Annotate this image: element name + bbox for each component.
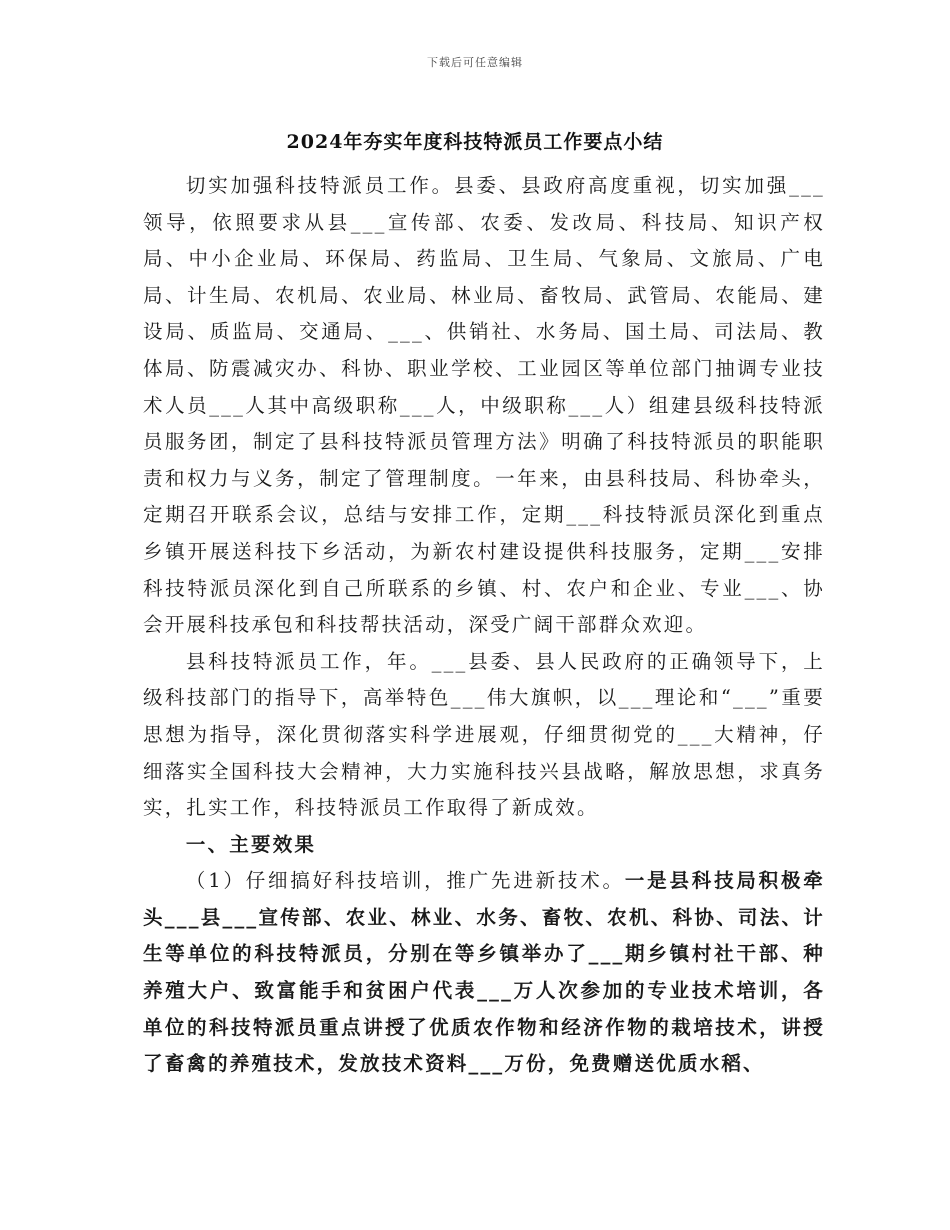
paragraph-training-lead: （1）仔细搞好科技培训，推广先进新技术。 <box>185 869 625 893</box>
paragraph-training <box>143 863 825 1083</box>
paragraph-intro: 切实加强科技特派员工作。县委、县政府高度重视，切实加强___领导，依照要求从县___宣传部、农委、发改局、科技局、知识产权局、中小企业局、环保局、药监局、卫生局、气象局、文旅局、广电局、计生局、农机局、农业局、林业局、畜牧局、武管局、农能局、建设局、质监局、交通局、___、供销社、水务局、国土局、司法局、教体局、防震减灾办、科协、职业学校、工业园区等单位部门抽调专业技术人员___人其中高级职称___人，中级职称___人）组建县级科技特派员服务团，制定了县科技特派员管理方法》明确了科技特派员的职能职责和权力与义务，制定了管理制度。一年来，由县科技局、科协牵头，定期召开联系会议，总结与安排工作，定期___科技特派员深化到重点乡镇开展送科技下乡活动，为新农村建设提供科技服务，定期___安排科技特派员深化到自己所联系的乡镇、村、农户和企业、专业___、协会开展科技承包和科技帮扶活动，深受广阔干部群众欢迎。 <box>143 174 825 637</box>
document-body <box>143 168 825 1083</box>
paragraph-training-bold-text: 一是县科技局积极牵头___县___宣传部、农业、林业、水务、畜牧、农机、科协、司法、计生等单位的科技特派员，分别在等乡镇举办了___期乡镇村社干部、种养殖大户、致富能手和贫困户代表___万人次参加的专业技术培训，各单位的科技特派员重点讲授了优质农作物和经济作物的栽培技术，讲授了畜禽的养殖技术，发放技术资料___万份，免费赠送优质水稻、 <box>143 869 825 1076</box>
paragraph-overview: 县科技特派员工作，年。___县委、县人民政府的正确领导下，上级科技部门的指导下，高举特色___伟大旗帜，以___理论和“___”重要思想为指导，深化贯彻落实科学进展观，仔细贯彻党的___大精神，仔细落实全国科技大会精神，大力实施科技兴县战略，解放思想，求真务实，扎实工作，科技特派员工作取得了新成效。 <box>143 649 825 820</box>
document-title: 2024年夯实年度科技特派员工作要点小结 <box>286 131 664 153</box>
section-heading-main-results: 一、主要效果 <box>185 832 317 856</box>
header-note: 下载后可任意编辑 <box>427 56 523 69</box>
